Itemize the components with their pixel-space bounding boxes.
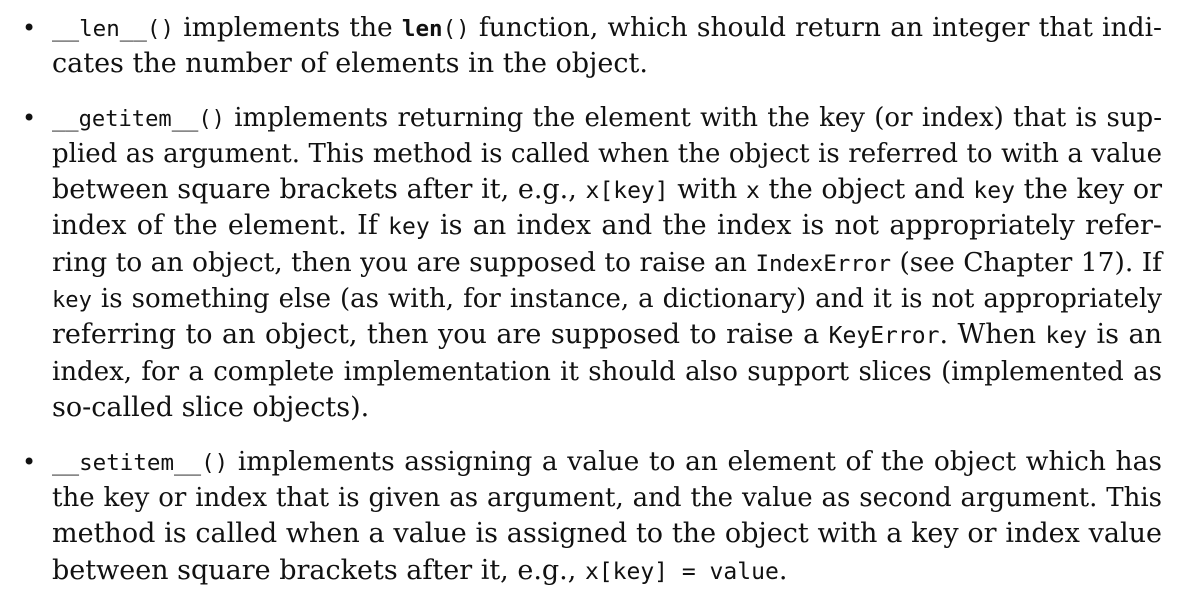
text-segment: the key or index that is given as argument, and the value as second argument. This xyxy=(52,483,1162,513)
text-segment: the key or xyxy=(1014,174,1162,205)
text-segment: is an index and the index is not appropriately refer- xyxy=(429,210,1162,241)
text-segment: is an xyxy=(1087,319,1162,350)
text-line xyxy=(52,172,1162,208)
inline-code: __len__() xyxy=(52,16,175,42)
text-line xyxy=(52,208,1162,244)
text-line xyxy=(52,354,1162,390)
text-line xyxy=(52,480,1162,516)
text-segment: . xyxy=(778,555,788,586)
text-line xyxy=(52,444,1162,480)
inline-code: x[key] xyxy=(585,178,669,204)
text-segment: is something else (as with, for instance, a dictionary) and it is not appropriately xyxy=(91,284,1162,314)
text-segment: implements assigning a value to an element of the object which has xyxy=(228,446,1162,477)
inline-code: () xyxy=(442,16,470,42)
inline-code: x[key] = value xyxy=(584,559,779,585)
text-line xyxy=(52,390,369,426)
inline-code: IndexError xyxy=(755,251,892,277)
text-segment: method is called when a value is assigned to the object with a key or index value xyxy=(52,518,1162,549)
text-line xyxy=(52,553,787,589)
text-segment: plied as argument. This method is called when the object is referred to with a value xyxy=(52,139,1162,169)
inline-code: __getitem__() xyxy=(52,106,225,132)
text-line xyxy=(52,281,1162,317)
text-line xyxy=(52,245,1162,281)
text-segment: with xyxy=(668,174,746,205)
text-segment: between square brackets after it, e.g., xyxy=(52,174,586,205)
text-segment: implements returning the element with the key (or index) that is sup- xyxy=(224,103,1162,133)
bullet-marker: • xyxy=(22,104,37,132)
text-segment: . When xyxy=(939,319,1046,350)
inline-code: key xyxy=(1045,323,1088,349)
text-segment: index, for a complete implementation it should also support slices (implemented as xyxy=(52,357,1162,387)
inline-code: x xyxy=(745,178,760,204)
text-segment: index of the element. If xyxy=(52,210,389,241)
text-segment: between square brackets after it, e.g., xyxy=(52,555,585,586)
text-segment: (see Chapter 17). If xyxy=(891,247,1162,278)
text-line xyxy=(52,46,648,82)
bullet-marker: • xyxy=(22,14,37,42)
text-line xyxy=(52,516,1162,552)
text-segment: function, which should return an integer that indi- xyxy=(469,12,1162,43)
text-segment: implements the xyxy=(174,12,402,43)
text-segment: cates the number of elements in the object. xyxy=(52,48,648,79)
text-segment: ring to an object, then you are supposed to raise an xyxy=(52,247,756,278)
inline-code: key xyxy=(52,287,92,313)
text-segment: the object and xyxy=(759,174,974,205)
inline-code: __setitem__() xyxy=(52,450,229,476)
inline-code: len xyxy=(401,16,443,42)
text-line xyxy=(52,136,1162,172)
text-segment: so-called slice objects). xyxy=(52,392,370,423)
text-line xyxy=(52,100,1162,136)
inline-code: key xyxy=(973,178,1015,204)
inline-code: key xyxy=(388,214,430,240)
inline-code: KeyError xyxy=(828,323,940,349)
text-segment: referring to an object, then you are supposed to raise a xyxy=(52,319,829,350)
text-line xyxy=(52,317,1162,353)
bullet-marker: • xyxy=(22,448,37,476)
text-line xyxy=(52,10,1162,46)
